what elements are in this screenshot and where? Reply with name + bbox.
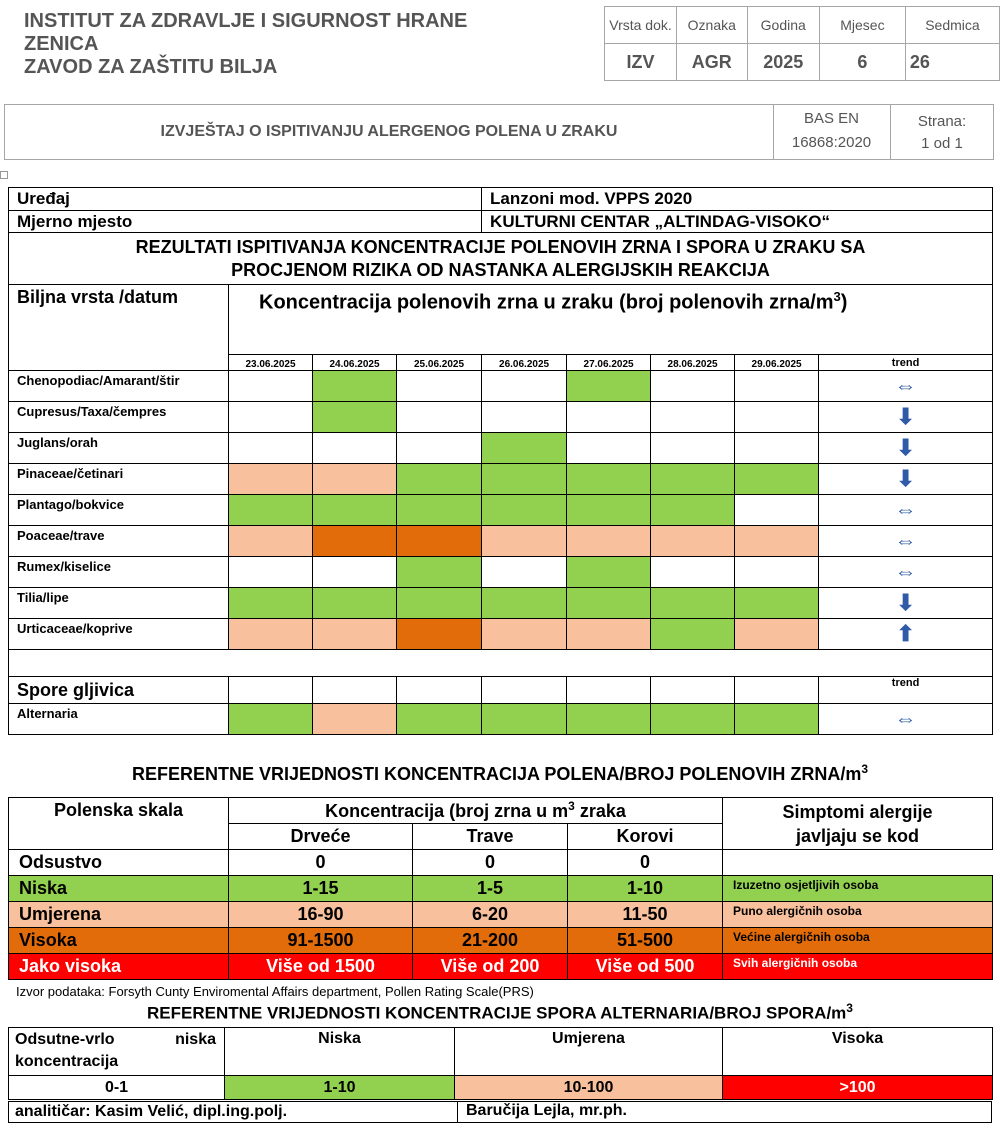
both-arrow-icon: ⇔ [894,373,917,398]
level-cell [229,464,313,495]
level-cell [567,677,651,704]
device-value: Lanzoni mod. VPPS 2020 [482,188,993,211]
concentration-header [229,285,993,355]
level-cell [567,704,651,735]
analyst-2: Baručija Lejla, mr.ph. [457,1102,627,1122]
scale-header: Polenska skala [9,798,229,850]
device-label: Uređaj [9,188,482,211]
reference-weeds: Više od 500 [568,954,723,980]
level-cell [229,526,313,557]
date-header: 27.06.2025 [567,355,651,371]
data-source-note: Izvor podataka: Forsyth Cunty Enviromental Affairs department, Pollen Rating Scale(PRS) [16,984,534,999]
level-cell [313,526,397,557]
reference-title [0,762,1000,785]
document-meta-table [604,6,1000,81]
date-header: 26.06.2025 [482,355,567,371]
report-title: IZVJEŠTAJ O ISPITIVANJU ALERGENOG POLENA U ZRAKU [5,105,774,159]
reference-level: Niska [9,876,229,902]
reference-symptom: Izuzetno osjetljivih osoba [723,876,993,902]
plant-row [9,557,993,588]
page-value: 1 od 1 [921,135,963,152]
reference-level: Visoka [9,928,229,954]
reference-title-text: REFERENTNE VRIJEDNOSTI KONCENTRACIJA POLENA/BROJ POLENOVIH ZRNA/m [131,764,862,784]
level-cell [397,704,482,735]
plant-name: Pinaceae/četinari [9,464,229,495]
level-cell [735,464,819,495]
level-cell [313,704,397,735]
concentration-header-close: ) [840,291,848,314]
plant-name: Urticaceae/koprive [9,619,229,650]
spacer-row [9,650,993,677]
level-cell [567,464,651,495]
reference-symptom: Svih alergičnih osoba [723,954,993,980]
level-cell [313,433,397,464]
standard-line-1: BAS EN [803,110,860,127]
meta-label-type: Vrsta dok. [605,7,677,44]
reference-row [9,928,993,954]
reference-row [9,850,993,876]
page-label: Strana: [917,113,967,130]
spore-moderate-value: 10-100 [455,1076,723,1100]
col-trees-header: Drveće [229,824,413,850]
level-cell [229,588,313,619]
reference-weeds: 11-50 [568,902,723,928]
plant-name: Juglans/orah [9,433,229,464]
trend-header: trend [819,355,993,371]
trend-cell [819,704,993,735]
analyst-1: analitičar: Kasim Velić, dipl.ing.polj. [15,1103,288,1120]
results-title-line-2: PROCJENOM RIZIKA OD NASTANKA ALERGIJSKIH REAKCIJA [231,259,770,280]
level-cell [567,619,651,650]
meta-label-month: Mjesec [819,7,905,44]
reference-level: Jako visoka [9,954,229,980]
level-cell [735,704,819,735]
trend-cell [819,402,993,433]
level-cell [313,677,397,704]
level-cell [229,402,313,433]
reference-weeds: 0 [568,850,723,876]
meta-label-year: Godina [747,7,819,44]
level-cell [482,526,567,557]
spore-reference-title-text: REFERENTNE VRIJEDNOSTI KONCENTRACIJE SPORA ALTERNARIA/BROJ SPORA/m [147,1003,847,1023]
meta-value-code: AGR [677,44,748,81]
level-cell [735,495,819,526]
reference-trees: Više od 1500 [229,954,413,980]
level-cell [651,526,735,557]
meta-value-type: IZV [605,44,677,81]
level-cell [313,402,397,433]
reference-weeds: 51-500 [568,928,723,954]
pollen-results-table [8,187,993,735]
level-cell [567,402,651,433]
org-line-3: ZAVOD ZA ZAŠTITU BILJA [24,56,278,78]
level-cell [567,526,651,557]
up-arrow-icon: ⬆ [896,621,915,646]
level-cell [735,433,819,464]
date-header: 29.06.2025 [735,355,819,371]
reference-trees: 1-15 [229,876,413,902]
plant-name: Poaceae/trave [9,526,229,557]
meta-label-code: Oznaka [677,7,748,44]
level-cell [482,371,567,402]
spore-reference-title [8,1001,992,1024]
spore-row [9,704,993,735]
reference-trees: 16-90 [229,902,413,928]
report-title-box [4,104,994,160]
plant-row [9,619,993,650]
level-cell [651,495,735,526]
conc-ref-header [229,798,723,824]
down-arrow-icon: ⬇ [896,466,915,491]
results-title-line-1: REZULTATI ISPITIVANJA KONCENTRACIJE POLENOVIH ZRNA I SPORA U ZRAKU SA [135,236,866,257]
level-cell [651,704,735,735]
both-arrow-icon: ⇔ [894,497,917,522]
meta-value-week: 26 [905,44,999,81]
spores-header: Spore gljivica [9,677,229,704]
spores-trend-header: trend [819,677,993,704]
level-cell [735,402,819,433]
org-line-1: INSTITUT ZA ZDRAVLJE I SIGURNOST HRANE [24,10,468,32]
results-title [9,233,993,285]
level-cell [229,433,313,464]
reference-grass: 0 [413,850,568,876]
reference-grass: 1-5 [413,876,568,902]
trend-cell [819,588,993,619]
level-cell [482,433,567,464]
spore-absent-header: Odsutne-vrlo niska koncentracija [9,1028,225,1076]
down-arrow-icon: ⬇ [896,590,915,615]
level-cell [482,557,567,588]
trend-cell [819,433,993,464]
spore-reference-table [8,1027,993,1100]
level-cell [651,588,735,619]
reference-trees: 0 [229,850,413,876]
level-cell [313,619,397,650]
trend-cell [819,557,993,588]
trend-cell [819,619,993,650]
both-arrow-icon: ⇔ [894,528,917,553]
symptoms-header-line-2: javljaju se kod [795,826,920,846]
species-header: Biljna vrsta /datum [9,285,229,371]
meta-value-year: 2025 [747,44,819,81]
reference-row [9,876,993,902]
level-cell [482,402,567,433]
both-arrow-icon: ⇔ [894,559,917,584]
reference-level: Odsustvo [9,850,229,876]
spore-name: Alternaria [9,704,229,735]
spore-absent-value: 0-1 [9,1076,225,1100]
level-cell [397,526,482,557]
trend-cell [819,371,993,402]
level-cell [397,433,482,464]
level-cell [313,557,397,588]
location-value: KULTURNI CENTAR „ALTINDAG-VISOKO“ [482,211,993,233]
pollen-reference-table [8,797,993,980]
spore-moderate-header: Umjerena [455,1028,723,1076]
plant-name: Plantago/bokvice [9,495,229,526]
concentration-header-sup: 3 [833,289,841,304]
symptoms-header [723,798,993,850]
level-cell [397,402,482,433]
level-cell [397,464,482,495]
date-header: 25.06.2025 [397,355,482,371]
spore-low-value: 1-10 [225,1076,455,1100]
conc-ref-header-sup: 3 [568,799,575,813]
trend-cell [819,526,993,557]
reference-weeds: 1-10 [568,876,723,902]
down-arrow-icon: ⬇ [896,435,915,460]
reference-grass: 6-20 [413,902,568,928]
page-indicator [891,105,993,159]
level-cell [397,371,482,402]
conc-ref-header-text: Koncentracija (broj zrna u m [325,801,569,821]
level-cell [397,677,482,704]
level-cell [651,677,735,704]
spore-high-value: >100 [723,1076,993,1100]
down-arrow-icon: ⬇ [896,404,915,429]
level-cell [735,677,819,704]
spore-low-header: Niska [225,1028,455,1076]
level-cell [735,371,819,402]
level-cell [229,704,313,735]
meta-value-month: 6 [819,44,905,81]
plant-name: Tilia/lipe [9,588,229,619]
date-header: 28.06.2025 [651,355,735,371]
reference-row [9,954,993,980]
plant-row [9,495,993,526]
level-cell [651,464,735,495]
meta-label-week: Sedmica [905,7,999,44]
level-cell [229,495,313,526]
level-cell [313,588,397,619]
level-cell [397,557,482,588]
reference-row [9,902,993,928]
level-cell [313,495,397,526]
conc-ref-header-tail: zraka [574,801,626,821]
date-header: 23.06.2025 [229,355,313,371]
level-cell [651,557,735,588]
symptoms-header-line-1: Simptomi alergije [782,802,933,822]
level-cell [567,371,651,402]
plant-name: Chenopodiac/Amarant/štir [9,371,229,402]
level-cell [567,495,651,526]
plant-row [9,371,993,402]
plant-row [9,526,993,557]
level-cell [229,557,313,588]
col-weeds-header: Korovi [568,824,723,850]
level-cell [567,433,651,464]
level-cell [651,402,735,433]
plant-row [9,588,993,619]
spore-reference-title-sup: 3 [846,1001,853,1015]
location-label: Mjerno mjesto [9,211,482,233]
level-cell [567,588,651,619]
level-cell [482,588,567,619]
reference-grass: 21-200 [413,928,568,954]
level-cell [397,588,482,619]
concentration-header-text: Koncentracija polenovih zrna u zraku (broj polenovih zrna/m [259,291,834,314]
plant-name: Cupresus/Taxa/čempres [9,402,229,433]
both-arrow-icon: ⇔ [894,706,917,731]
organization-name [24,10,584,79]
plant-row [9,402,993,433]
level-cell [567,557,651,588]
level-cell [229,371,313,402]
level-cell [229,619,313,650]
col-grass-header: Trave [413,824,568,850]
date-header: 24.06.2025 [313,355,397,371]
level-cell [651,433,735,464]
trend-cell [819,495,993,526]
analysts-row [8,1101,992,1123]
level-cell [482,495,567,526]
reference-level: Umjerena [9,902,229,928]
spore-high-header: Visoka [723,1028,993,1076]
reference-symptom: Puno alergičnih osoba [723,902,993,928]
reference-grass: Više od 200 [413,954,568,980]
level-cell [482,704,567,735]
level-cell [313,371,397,402]
level-cell [735,526,819,557]
level-cell [229,677,313,704]
standard-line-2: 16868:2020 [791,134,872,151]
reference-title-sup: 3 [861,762,869,776]
org-line-2: ZENICA [24,33,99,55]
level-cell [482,464,567,495]
level-cell [735,557,819,588]
table-anchor-icon[interactable] [0,171,8,179]
level-cell [397,619,482,650]
level-cell [482,619,567,650]
trend-cell [819,464,993,495]
level-cell [735,619,819,650]
reference-trees: 91-1500 [229,928,413,954]
level-cell [313,464,397,495]
reference-symptom: Većine alergičnih osoba [723,928,993,954]
plant-name: Rumex/kiselice [9,557,229,588]
level-cell [735,588,819,619]
standard-reference [773,105,891,159]
plant-row [9,433,993,464]
level-cell [651,371,735,402]
level-cell [482,677,567,704]
level-cell [651,619,735,650]
level-cell [397,495,482,526]
plant-row [9,464,993,495]
